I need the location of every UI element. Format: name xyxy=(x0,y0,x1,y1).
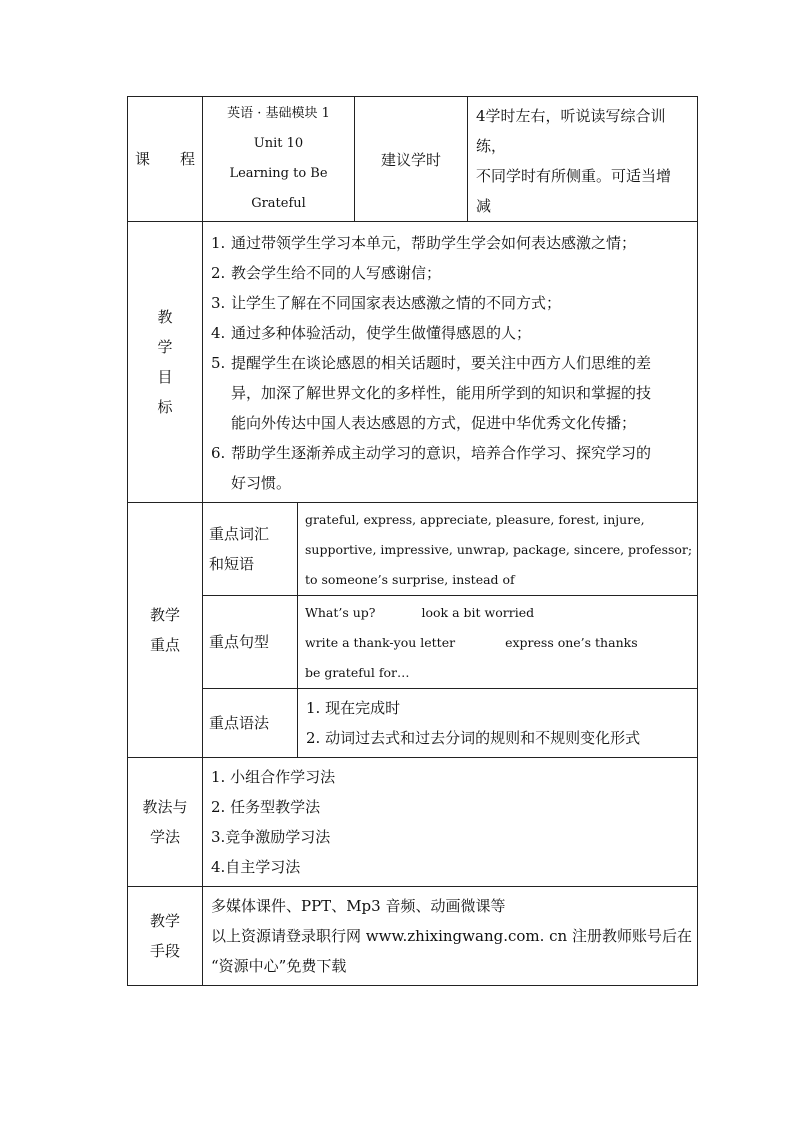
goal-number: 3. xyxy=(211,294,226,312)
methods-row xyxy=(128,758,698,887)
course-row xyxy=(128,97,698,222)
sentence-line xyxy=(305,658,691,688)
goal-line: 教会学生给不同的人写感谢信； xyxy=(231,264,442,282)
course-name xyxy=(203,97,355,222)
focus-label xyxy=(128,503,203,758)
means-list xyxy=(203,887,698,986)
means-label xyxy=(128,887,203,986)
goal-text xyxy=(231,228,689,258)
course-name-line: Learning to Be xyxy=(229,166,328,181)
course-name-line: 英语 · 基础模块 1 xyxy=(227,106,330,121)
goal-item xyxy=(211,228,689,258)
goal-line: 提醒学生在谈论感恩的相关话题时，要关注中西方人们思维的差 xyxy=(231,354,652,372)
grammar-label: 重点语法 xyxy=(203,689,298,758)
goal-text xyxy=(231,258,689,288)
sentences-label: 重点句型 xyxy=(203,596,298,689)
vocab-label xyxy=(203,503,298,596)
focus-label-line: 重点 xyxy=(149,636,180,654)
focus-vocab-row xyxy=(128,503,698,596)
goals-row xyxy=(128,222,698,503)
goal-line: 好习惯。 xyxy=(231,474,292,492)
goals-label-char: 标 xyxy=(157,398,173,416)
goal-line: 帮助学生逐渐养成主动学习的意识，培养合作学习、探究学习的 xyxy=(231,444,652,462)
course-name-line: Grateful xyxy=(251,196,306,211)
lesson-plan-table xyxy=(127,96,698,986)
goals-label xyxy=(128,222,203,503)
vocab-line: to someone’s surprise, instead of xyxy=(305,572,515,587)
sentence-pattern: be grateful for… xyxy=(305,665,410,680)
goal-text xyxy=(231,438,689,498)
focus-sentences-row xyxy=(128,596,698,689)
means-line: “资源中心”免费下载 xyxy=(211,957,347,975)
methods-label-line: 教法与 xyxy=(142,798,188,816)
means-label-line: 手段 xyxy=(149,942,180,960)
vocab-label-line: 重点词汇 xyxy=(209,525,270,543)
methods-label-line: 学法 xyxy=(149,828,180,846)
goal-number: 5. xyxy=(211,354,226,372)
sentence-pattern: write a thank-you letter xyxy=(305,635,456,650)
goals-list xyxy=(203,222,698,503)
means-row xyxy=(128,887,698,986)
course-name-line: Unit 10 xyxy=(253,136,304,151)
focus-grammar-row xyxy=(128,689,698,758)
vocab-line: grateful, express, appreciate, pleasure, forest, injure, xyxy=(305,512,645,527)
sentence-pattern: What’s up? xyxy=(305,605,376,620)
grammar-list xyxy=(298,689,698,758)
goal-text xyxy=(231,318,689,348)
sentence-line xyxy=(305,598,691,628)
goal-item xyxy=(211,438,689,498)
goal-number: 1. xyxy=(211,234,226,252)
means-line: 以上资源请登录职行网 www.zhixingwang.com. cn 注册教师账号后在 xyxy=(211,927,692,945)
means-label-line: 教学 xyxy=(149,912,180,930)
goals-label-char: 学 xyxy=(157,338,173,356)
goal-number: 6. xyxy=(211,444,226,462)
method-item: 4.自主学习法 xyxy=(211,858,301,876)
hours-line: 不同学时有所侧重。可适当增 xyxy=(476,167,672,185)
sentence-pattern: look a bit worried xyxy=(421,605,535,620)
focus-label-line: 教学 xyxy=(149,606,180,624)
hours-line: 减 xyxy=(476,197,492,215)
vocab-line: supportive, impressive, unwrap, package, sincere, professor; xyxy=(305,542,693,557)
goal-line: 能向外传达中国人表达感恩的方式，促进中华优秀文化传播； xyxy=(231,414,637,432)
method-item: 1. 小组合作学习法 xyxy=(211,768,336,786)
vocab-label-line: 和短语 xyxy=(209,555,255,573)
methods-label xyxy=(128,758,203,887)
goal-line: 通过带领学生学习本单元，帮助学生学会如何表达感激之情； xyxy=(231,234,637,252)
grammar-line: 1. 现在完成时 xyxy=(306,699,401,717)
vocab-list xyxy=(298,503,698,596)
goal-item xyxy=(211,318,689,348)
sentence-line xyxy=(305,628,691,658)
goal-line: 通过多种体验活动，使学生做懂得感恩的人； xyxy=(231,324,532,342)
method-item: 2. 任务型教学法 xyxy=(211,798,321,816)
goals-label-char: 教 xyxy=(157,308,173,326)
goal-number: 4. xyxy=(211,324,226,342)
goal-item xyxy=(211,288,689,318)
goal-text xyxy=(231,348,689,438)
goal-line: 异，加深了解世界文化的多样性，能用所学到的知识和掌握的技 xyxy=(231,384,652,402)
methods-list xyxy=(203,758,698,887)
goal-item xyxy=(211,348,689,438)
hours-label: 建议学时 xyxy=(355,97,468,222)
grammar-line: 2. 动词过去式和过去分词的规则和不规则变化形式 xyxy=(306,729,641,747)
hours-value xyxy=(468,97,698,222)
sentence-pattern: express one’s thanks xyxy=(505,635,638,650)
goal-item xyxy=(211,258,689,288)
hours-line: 4学时左右，听说读写综合训练， xyxy=(476,107,666,155)
course-label: 课 程 xyxy=(128,97,203,222)
goal-number: 2. xyxy=(211,264,226,282)
goal-line: 让学生了解在不同国家表达感激之情的不同方式； xyxy=(231,294,562,312)
goals-label-char: 目 xyxy=(157,368,173,386)
goal-text xyxy=(231,288,689,318)
sentences-list xyxy=(298,596,698,689)
method-item: 3.竞争激励学习法 xyxy=(211,828,331,846)
means-line: 多媒体课件、PPT、Mp3 音频、动画微课等 xyxy=(211,897,506,915)
